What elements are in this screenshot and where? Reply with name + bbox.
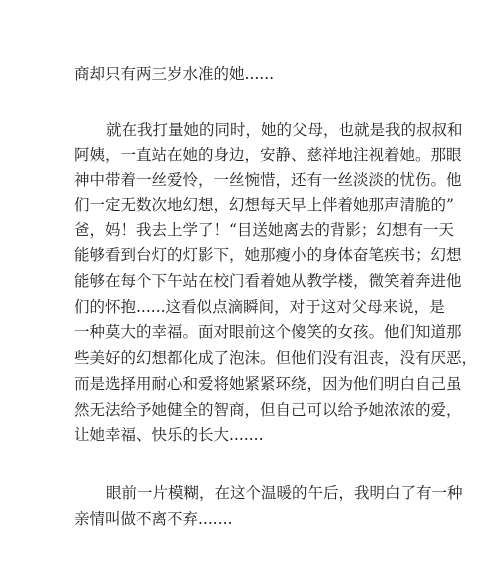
paragraph-2-line-1: 就在我打量她的同时，她的父母，也就是我的叔叔和 — [106, 121, 463, 139]
paragraph-3-line-1: 眼前一片模糊，在这个温暖的午后，我明白了有一种 — [106, 484, 463, 502]
paragraph-2-line-12: 然无法给予她健全的智商，但自己可以给予她浓浓的爱， — [74, 401, 462, 419]
paragraph-2-line-6: 能够看到台灯的灯影下，她那瘦小的身体奋笔疾书；幻想 — [74, 246, 462, 264]
paragraph-1-line-1: 商却只有两三岁水准的她...... — [74, 65, 275, 83]
paragraph-2-line-2: 阿姨，一直站在她的身边，安静、慈祥地注视着她。那眼 — [74, 146, 462, 164]
paragraph-2-line-9: 一种莫大的幸福。面对眼前这个傻笑的女孩。他们知道那 — [74, 323, 462, 341]
paragraph-2-line-10: 些美好的幻想都化成了泡沫。但他们没有沮丧，没有厌恶， — [74, 349, 478, 367]
paragraph-2-line-7: 能够在每个下午站在校门看着她从教学楼，微笑着奔进他 — [74, 272, 462, 290]
paragraph-2-line-4: 们一定无数次地幻想，幻想每天早上伴着她那声清脆的” — [74, 196, 454, 214]
paragraph-2-line-5: 爸，妈！我去上学了！“目送她离去的背影；幻想有一天 — [74, 221, 454, 239]
paragraph-2-line-13: 让她幸福、快乐的长大....... — [74, 426, 264, 444]
paragraph-2-line-11: 而是选择用耐心和爱将她紧紧环绕，因为他们明白自己虽 — [74, 375, 462, 393]
paragraph-3-line-2: 亲情叫做不离不弃....... — [74, 510, 233, 528]
paragraph-2-line-8: 们的怀抱......这看似点滴瞬间，对于这对父母来说，是 — [74, 298, 445, 316]
paragraph-2-line-3: 神中带着一丝爱怜，一丝惋惜，还有一丝淡淡的忧伤。他 — [74, 171, 462, 189]
